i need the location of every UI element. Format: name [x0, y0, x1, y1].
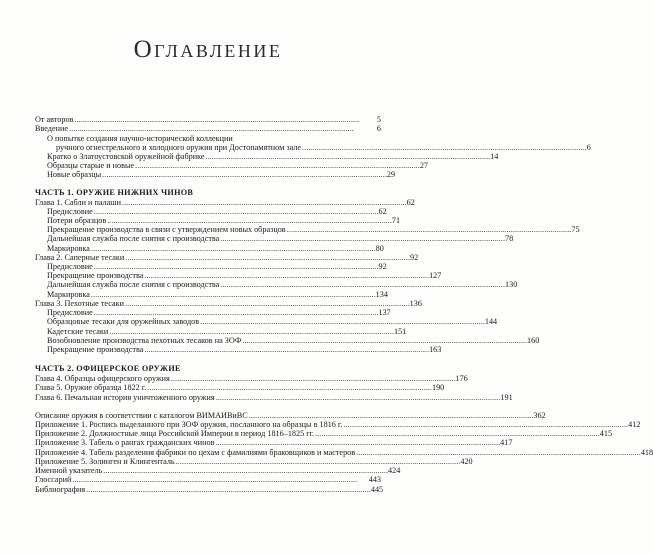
toc-entry[interactable]: Прекращение производства . . . 163	[47, 345, 381, 355]
toc-entry[interactable]: Дальнейшая служба после снятия с производства . . . 130	[47, 280, 381, 290]
toc-entry[interactable]: Приложение 4. Табель разделения фабрики по цехам с фамилиями браковщиков и мастеров . . . 418	[35, 448, 381, 458]
toc-entry[interactable]: Предисловие . . . 62	[47, 207, 381, 217]
toc-entry[interactable]: Приложение 2. Должностные лица Российской Империи в период 1816–1825 гг. . . . 415	[35, 429, 381, 439]
toc-entry[interactable]: Прекращение производства в связи с утверждением новых образцов . . . 75	[47, 225, 381, 235]
toc-entry[interactable]: Глава 4. Образцы офицерского оружия . . . 176	[35, 374, 381, 384]
part-heading[interactable]: ЧАСТЬ 2. ОФИЦЕРСКОЕ ОРУЖИЕ	[35, 364, 181, 373]
toc-entry[interactable]: Глава 2. Саперные тесаки . . . 92	[35, 253, 381, 263]
page-title: Оглавление	[133, 36, 283, 63]
toc-entry[interactable]: Предисловие . . . 137	[47, 308, 381, 318]
part-heading[interactable]: ЧАСТЬ 1. ОРУЖИЕ НИЖНИХ ЧИНОВ	[35, 188, 194, 197]
toc-entry[interactable]: Образцы старые и новые . . . 27	[47, 161, 381, 171]
toc-entry[interactable]: Глава 6. Печальная история уничтоженного оружия . . . 191	[35, 393, 381, 403]
toc-entry[interactable]: Новые образцы . . . 29	[47, 170, 381, 180]
toc-entry-line: О попытке создания научно-исторической коллекции	[47, 134, 233, 143]
toc-entry[interactable]: Маркировка . . . 80	[47, 244, 381, 254]
toc-entry[interactable]: Дальнейшая служба после снятия с производства . . . 78	[47, 234, 381, 244]
toc-entry[interactable]: Глава 1. Сабли и палаши . . . 62	[35, 198, 381, 208]
toc-entry[interactable]: Именной указатель . . . 424	[35, 466, 381, 476]
toc-entry[interactable]: Кадетские тесаки . . . 151	[47, 327, 381, 337]
toc-entry[interactable]: Введение . . . 6	[35, 124, 381, 134]
toc-entry[interactable]: Глава 5. Оружие образца 1822 г. . . . 190	[35, 383, 381, 393]
toc-entry[interactable]: Прекращение производства . . . 127	[47, 271, 381, 281]
toc-entry[interactable]: Описание оружия в соответствии с каталогом ВИМАИВиВС . . . 362	[35, 411, 381, 421]
toc-entry[interactable]: Глава 3. Пехотные тесаки . . . 136	[35, 299, 381, 309]
toc-entry[interactable]: Глоссарий . . . 443	[35, 475, 381, 485]
toc-entry[interactable]: Предисловие . . . 92	[47, 262, 381, 272]
toc-entry[interactable]: Приложение 3. Табель о рангах гражданских чинов . . . 417	[35, 438, 381, 448]
toc-entry[interactable]: Приложение 1. Роспись выделанного при ЗОФ оружия, посланного на образцы в 1816 г. . . . 412	[35, 420, 381, 430]
toc-entry[interactable]: Маркировка . . . 134	[47, 290, 381, 300]
toc-entry[interactable]: От авторов . . . 5	[35, 115, 381, 125]
toc-entry[interactable]: Образцовые тесаки для оружейных заводов . . . 144	[47, 317, 381, 327]
toc-entry[interactable]: Кратко о Златоустовской оружейной фабрике . . . 14	[47, 152, 381, 162]
toc-entry[interactable]: Приложение 5. Золинген и Клингенталь . . . 420	[35, 457, 381, 467]
toc-entry[interactable]: Потери образцов . . . 71	[47, 216, 381, 226]
toc-entry[interactable]: ручного огнестрельного и холодного оружия при Достопамятном зале . . . 6	[56, 143, 381, 153]
toc-entry[interactable]: Возобновление производства пехотных тесаков на ЗОФ . . . 160	[47, 336, 381, 346]
toc-entry[interactable]: Библиография . . . 445	[35, 485, 381, 495]
